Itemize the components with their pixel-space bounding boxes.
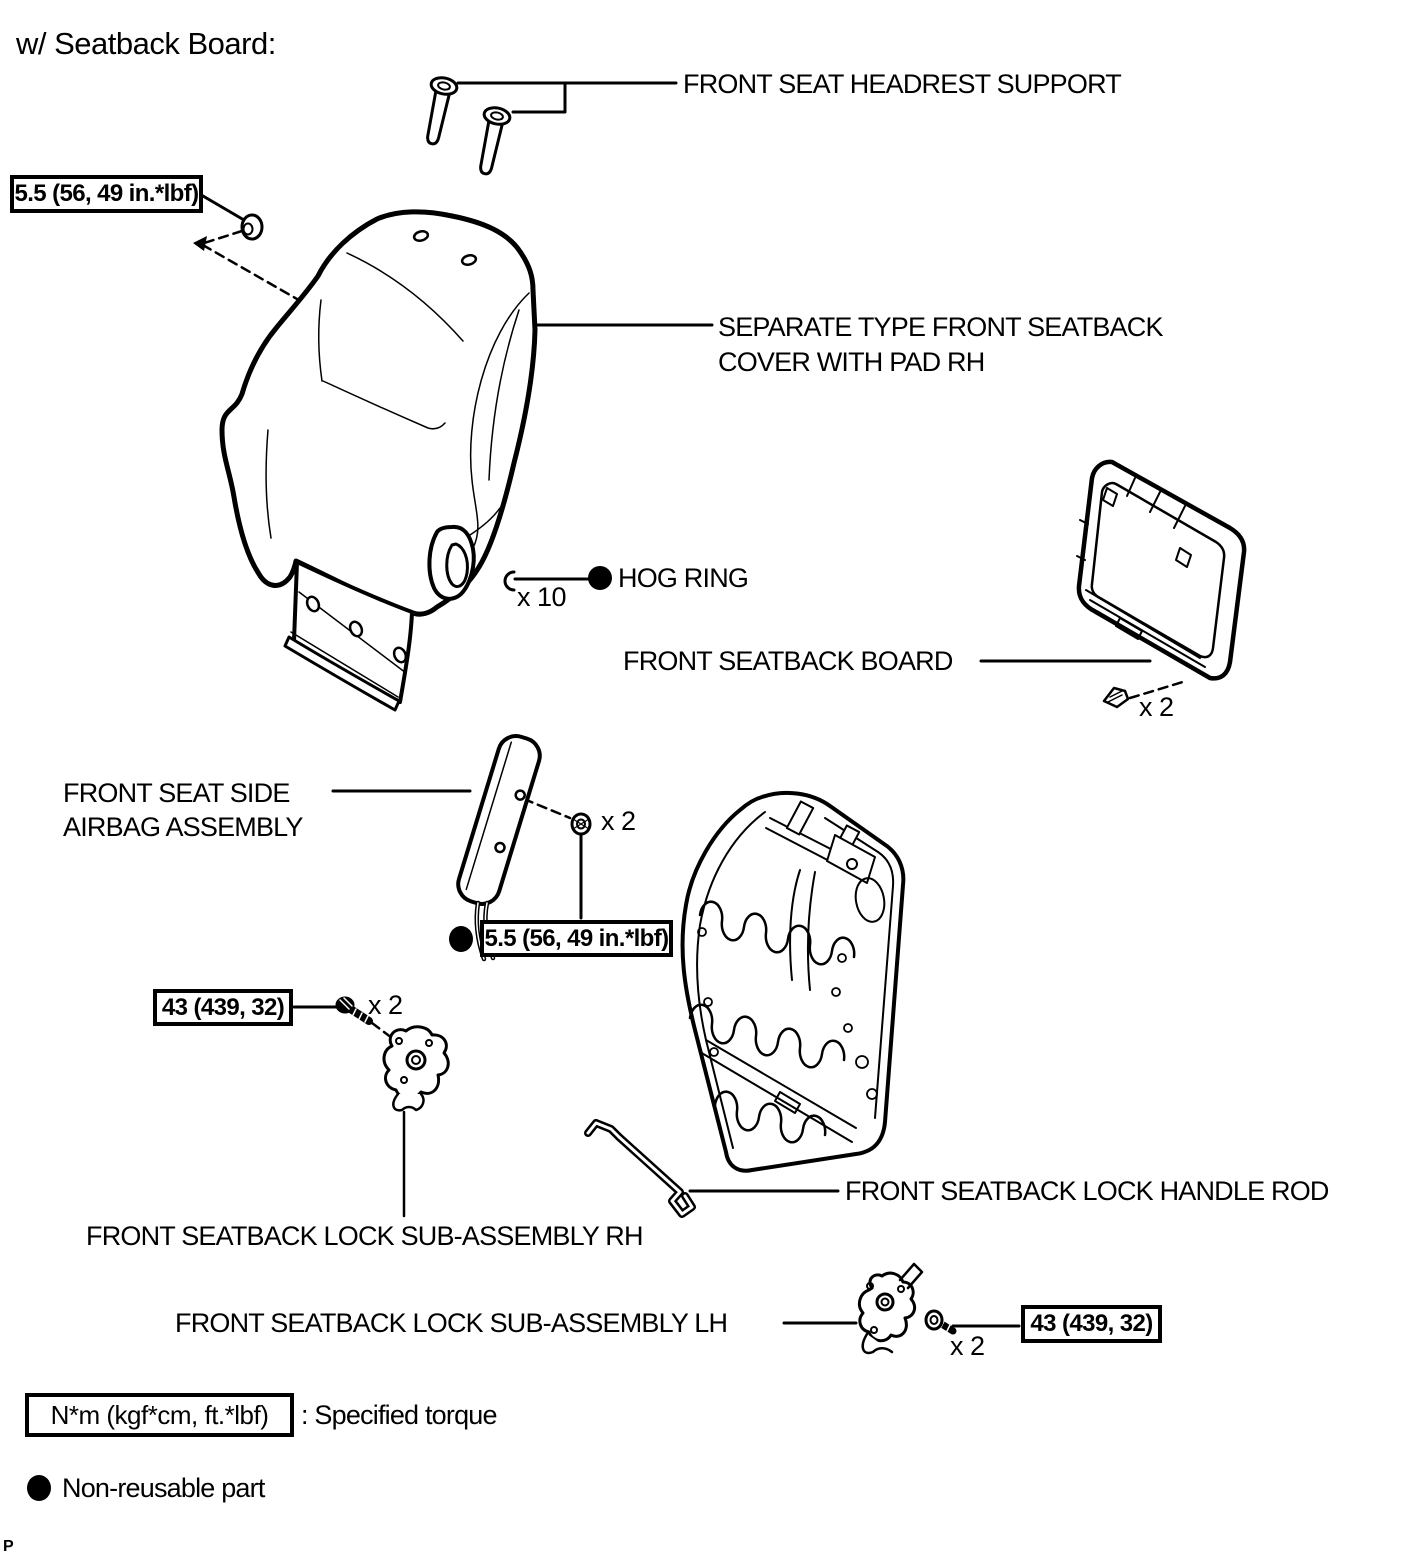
legend-torque-box (25, 1393, 294, 1437)
torque-value: 5.5 (56, 49 in.*lbf) (484, 924, 669, 952)
legend-non-reusable: Non-reusable part (62, 1473, 265, 1503)
label-headrest-support: FRONT SEAT HEADREST SUPPORT (683, 69, 1121, 99)
count-board-clips: x 2 (1139, 692, 1174, 722)
airbag-nut (572, 814, 590, 834)
bullet-legend (27, 1475, 51, 1501)
page-marker: P (3, 1538, 14, 1555)
label-hog-ring: HOG RING (618, 563, 749, 593)
seatback-board-drawing (1077, 462, 1244, 707)
count-airbag-nuts: x 2 (601, 806, 636, 836)
label-lock-sub-lh: FRONT SEATBACK LOCK SUB-ASSEMBLY LH (175, 1308, 728, 1338)
torque-box-headrest-nut (10, 175, 203, 213)
legend-torque-units: N*m (kgf*cm, ft.*lbf) (50, 1399, 269, 1430)
hog-ring-drawing (505, 572, 514, 590)
board-clip (1104, 688, 1128, 707)
seatback-frame-drawing (683, 793, 904, 1171)
lock-handle-rod-drawing (588, 1123, 692, 1214)
label-lock-handle-rod: FRONT SEATBACK LOCK HANDLE ROD (845, 1176, 1329, 1206)
legend-torque-desc: : Specified torque (301, 1400, 497, 1430)
label-lock-sub-rh: FRONT SEATBACK LOCK SUB-ASSEMBLY RH (86, 1221, 643, 1251)
non-reusable-bullets (27, 566, 612, 1501)
label-airbag-line1: FRONT SEAT SIDE (63, 778, 290, 808)
lock-sub-assembly-rh-drawing (384, 1027, 448, 1111)
bullet-airbag-torque (449, 926, 473, 952)
dashed-arrowhead (193, 236, 207, 251)
headrest-support-pins (419, 75, 511, 176)
torque-box-airbag-nuts (480, 920, 673, 957)
label-seatback-board: FRONT SEATBACK BOARD (623, 646, 953, 676)
label-seatback-cover-line1: SEPARATE TYPE FRONT SEATBACK (718, 312, 1163, 342)
torque-value: 5.5 (56, 49 in.*lbf) (14, 180, 199, 207)
count-hog-rings: x 10 (517, 582, 567, 612)
torque-value: 43 (439, 32) (161, 993, 285, 1021)
bullet-hog-ring (588, 566, 612, 590)
lock-sub-assembly-lh-drawing (859, 1264, 922, 1353)
count-lh-lock-bolts: x 2 (950, 1331, 985, 1361)
seatback-cover-drawing (222, 212, 535, 710)
torque-box-lh-lock-bolts (1021, 1305, 1162, 1343)
rh-lock-bolt (336, 997, 369, 1022)
label-airbag-line2: AIRBAG ASSEMBLY (63, 812, 303, 842)
count-rh-lock-bolts: x 2 (368, 990, 403, 1020)
torque-value: 43 (439, 32) (1030, 1310, 1153, 1337)
label-seatback-cover-line2: COVER WITH PAD RH (718, 347, 985, 377)
page-title: w/ Seatback Board: (16, 26, 276, 61)
headrest-nut (242, 215, 262, 239)
lh-lock-bolt (926, 1311, 953, 1331)
torque-box-rh-lock-bolts (153, 989, 293, 1026)
